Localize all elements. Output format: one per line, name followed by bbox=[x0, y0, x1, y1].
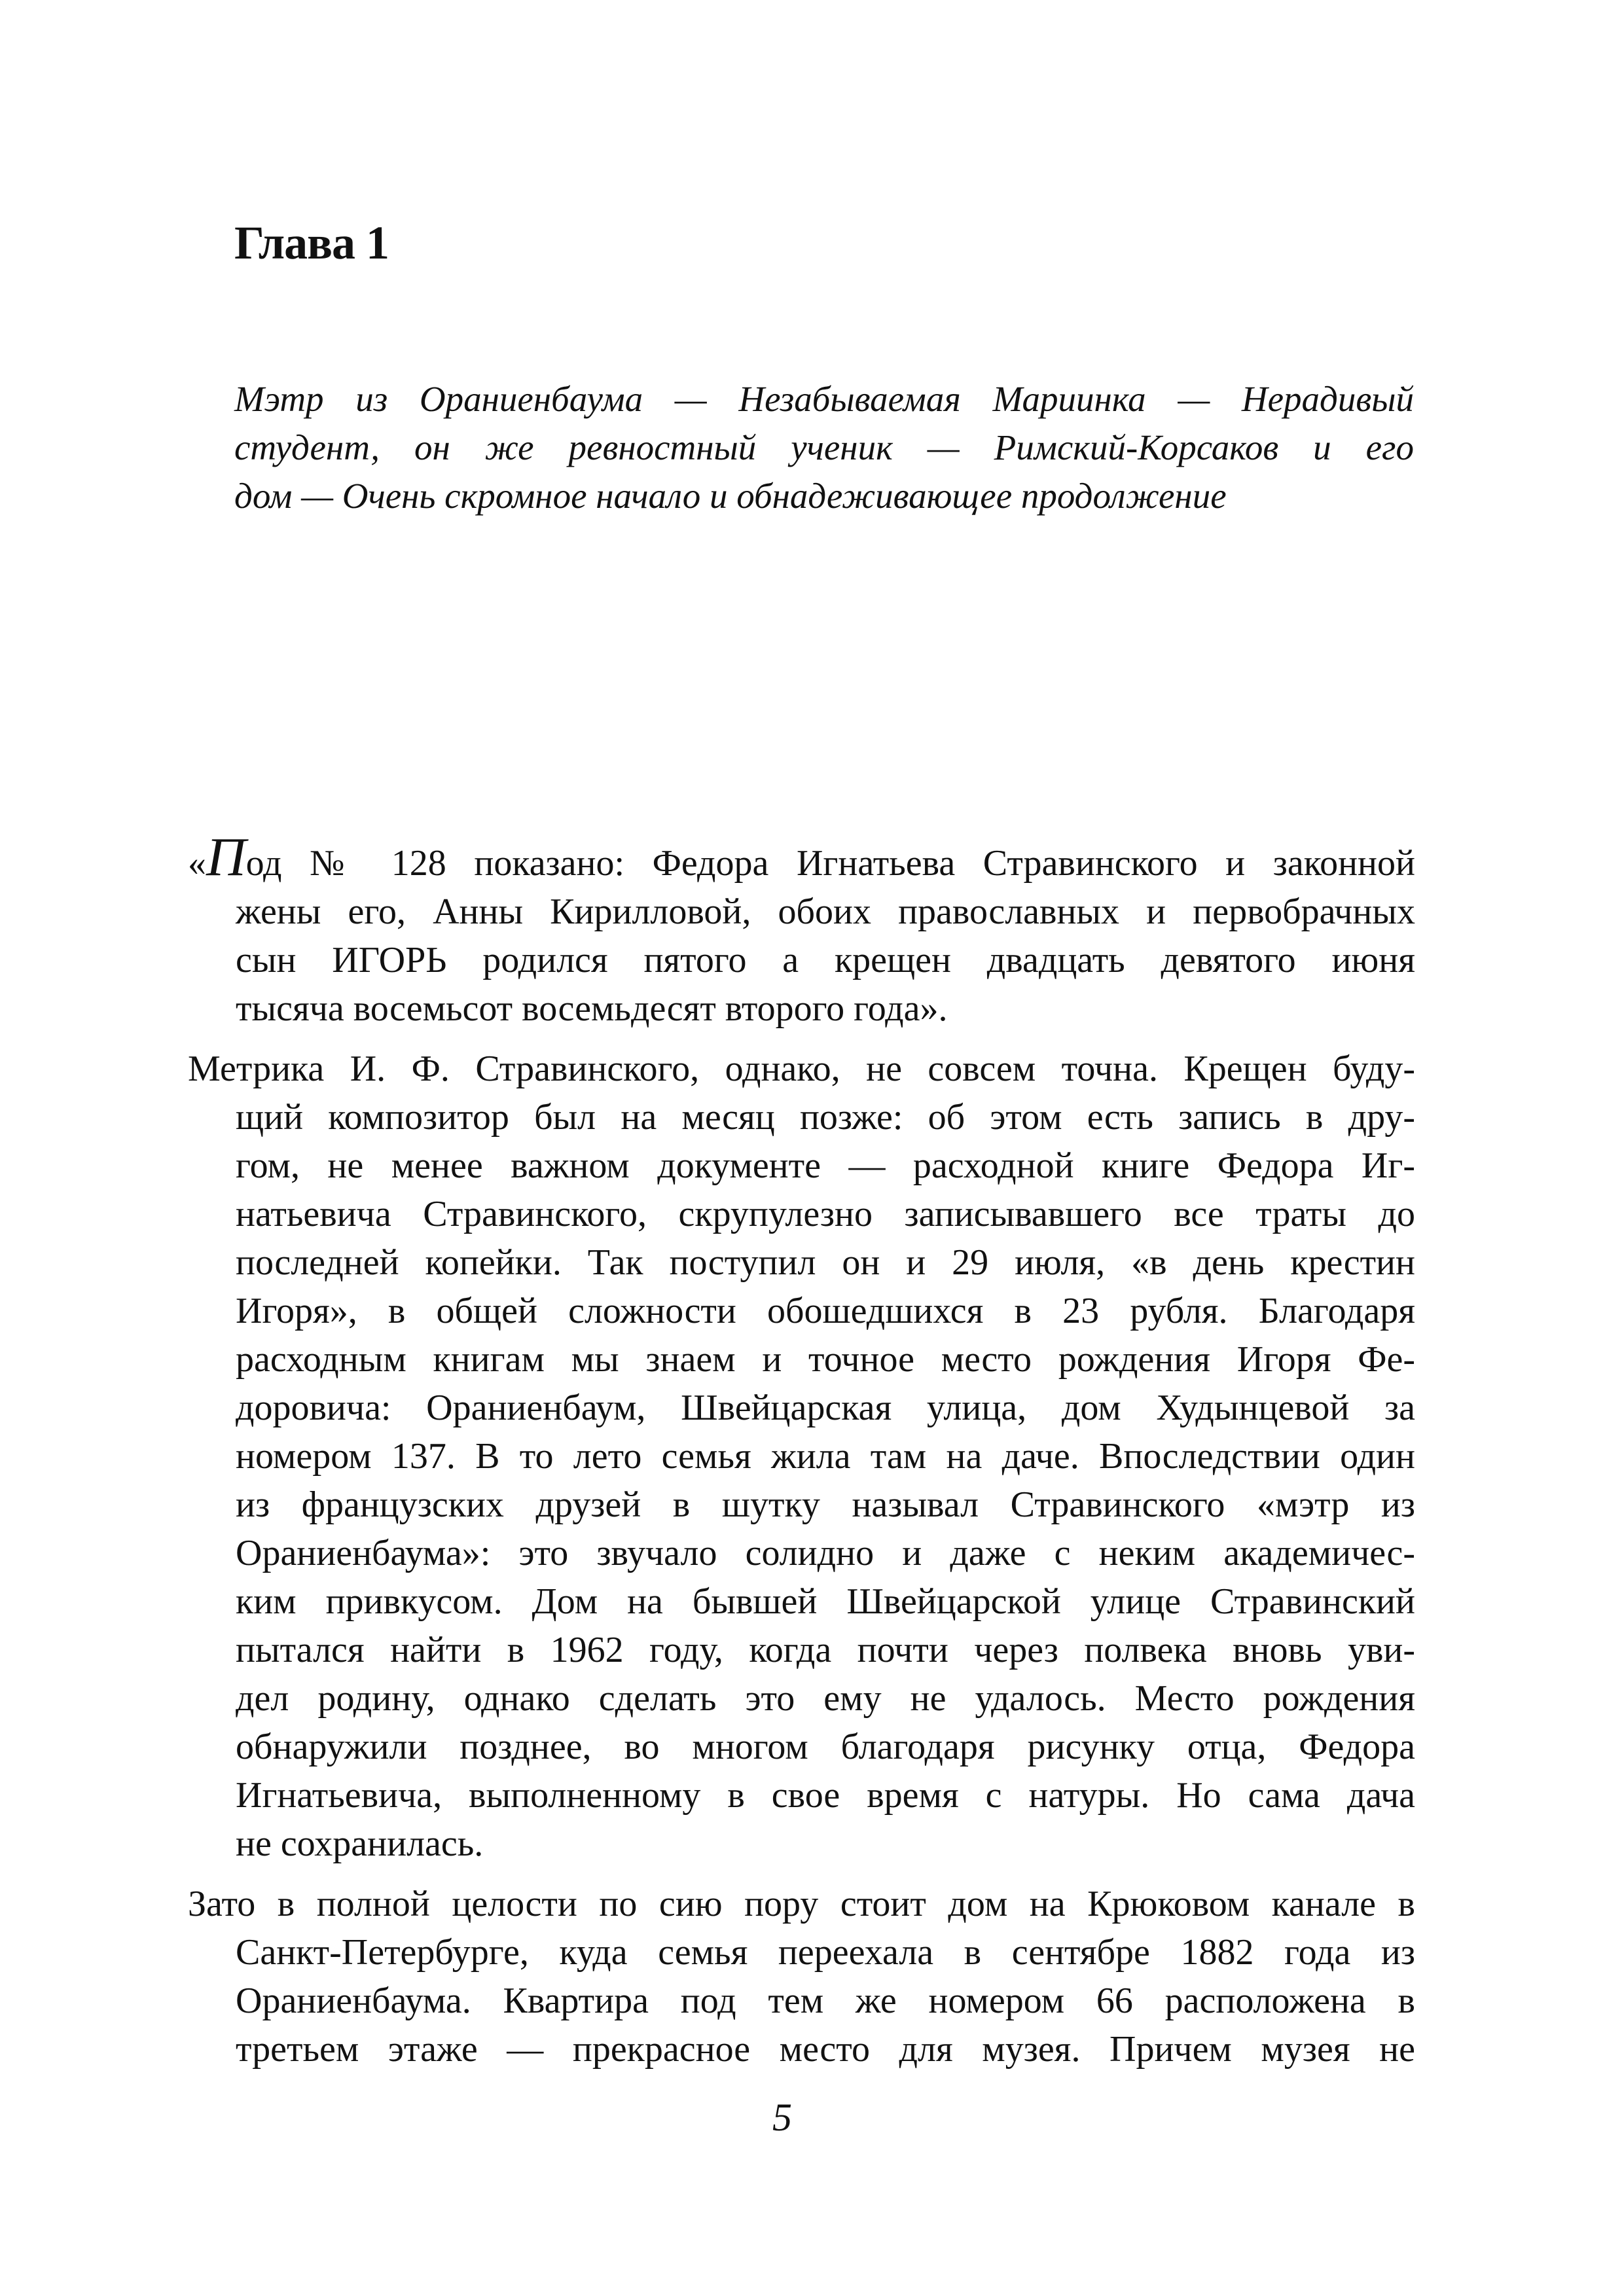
summary-line: дом — Очень скромное начало и обнадеживающее продолжение bbox=[234, 476, 1227, 516]
birth-record-quote bbox=[188, 827, 1415, 1033]
quote-line: тысяча восемьсот восемьдесят второго года». bbox=[236, 988, 948, 1029]
summary-line: студент, он же ревностный ученик — Римский-Корсаков и его bbox=[234, 427, 1414, 467]
paragraph-line: обнаружили позднее, во многом благодаря рисунку отца, Федора bbox=[236, 1727, 1415, 1767]
paragraph-line: третьем этаже — прекрасное место для музея. Причем музея не bbox=[236, 2029, 1415, 2070]
paragraph-line: номером 137. В то лето семья жила там на даче. Впоследствии один bbox=[236, 1436, 1415, 1477]
page-number: 5 bbox=[772, 2096, 792, 2139]
chapter-summary bbox=[234, 375, 1414, 520]
quote-line-text: од № 128 показано: Федора Игнатьева Стравинского и законной bbox=[245, 843, 1415, 884]
paragraph-metrics bbox=[188, 1045, 1415, 1868]
quote-line: жены его, Анны Кирилловой, обоих православных и первобрачных bbox=[236, 891, 1415, 932]
body-text bbox=[188, 827, 1415, 2085]
paragraph-kryukov-canal bbox=[188, 1880, 1415, 2073]
paragraph-line: Ораниенбаума»: это звучало солидно и даже с неким академичес- bbox=[236, 1533, 1415, 1573]
paragraph-line: пытался найти в 1962 году, когда почти через полвека вновь уви- bbox=[236, 1630, 1415, 1670]
open-quote-mark: « bbox=[188, 843, 206, 884]
paragraph-line: натьевича Стравинского, скрупулезно записывавшего все траты до bbox=[236, 1194, 1415, 1234]
paragraph-line: последней копейки. Так поступил он и 29 июля, «в день крестин bbox=[236, 1242, 1415, 1283]
paragraph-line: Зато в полной целости по сию пору стоит дом на Крюковом канале в bbox=[188, 1884, 1415, 1924]
paragraph-line: доровича: Ораниенбаум, Швейцарская улица, дом Худынцевой за bbox=[236, 1388, 1415, 1428]
quote-line: сын ИГОРЬ родился пятого а крещен двадцать девятого июня bbox=[236, 940, 1415, 980]
paragraph-line: дел родину, однако сделать это ему не удалось. Место рождения bbox=[236, 1678, 1415, 1719]
paragraph-line: Игоря», в общей сложности обошедшихся в 23 рубля. Благодаря bbox=[236, 1291, 1415, 1331]
paragraph-line: из французских друзей в шутку называл Стравинского «мэтр из bbox=[236, 1484, 1415, 1525]
paragraph-line: не сохранилась. bbox=[236, 1823, 484, 1864]
paragraph-line: щий композитор был на месяц позже: об этом есть запись в дру- bbox=[236, 1097, 1415, 1138]
chapter-title: Глава 1 bbox=[234, 217, 389, 269]
quote-line bbox=[188, 827, 1415, 888]
paragraph-line: Санкт-Петербурге, куда семья переехала в сентябре 1882 года из bbox=[236, 1932, 1415, 1973]
drop-cap-letter: П bbox=[206, 827, 246, 888]
paragraph-line: Игнатьевича, выполненному в свое время с натуры. Но сама дача bbox=[236, 1775, 1415, 1816]
paragraph-line: Ораниенбаума. Квартира под тем же номером 66 расположена в bbox=[236, 1981, 1415, 2021]
summary-line: Мэтр из Ораниенбаума — Незабываемая Мариинка — Нерадивый bbox=[234, 379, 1414, 419]
paragraph-line: Метрика И. Ф. Стравинского, однако, не совсем точна. Крещен буду- bbox=[188, 1049, 1415, 1089]
paragraph-line: ким привкусом. Дом на бывшей Швейцарской улице Стравинский bbox=[236, 1581, 1415, 1622]
paragraph-line: расходным книгам мы знаем и точное место рождения Игоря Фе- bbox=[236, 1339, 1415, 1380]
paragraph-line: гом, не менее важном документе — расходной книге Федора Иг- bbox=[236, 1145, 1415, 1186]
